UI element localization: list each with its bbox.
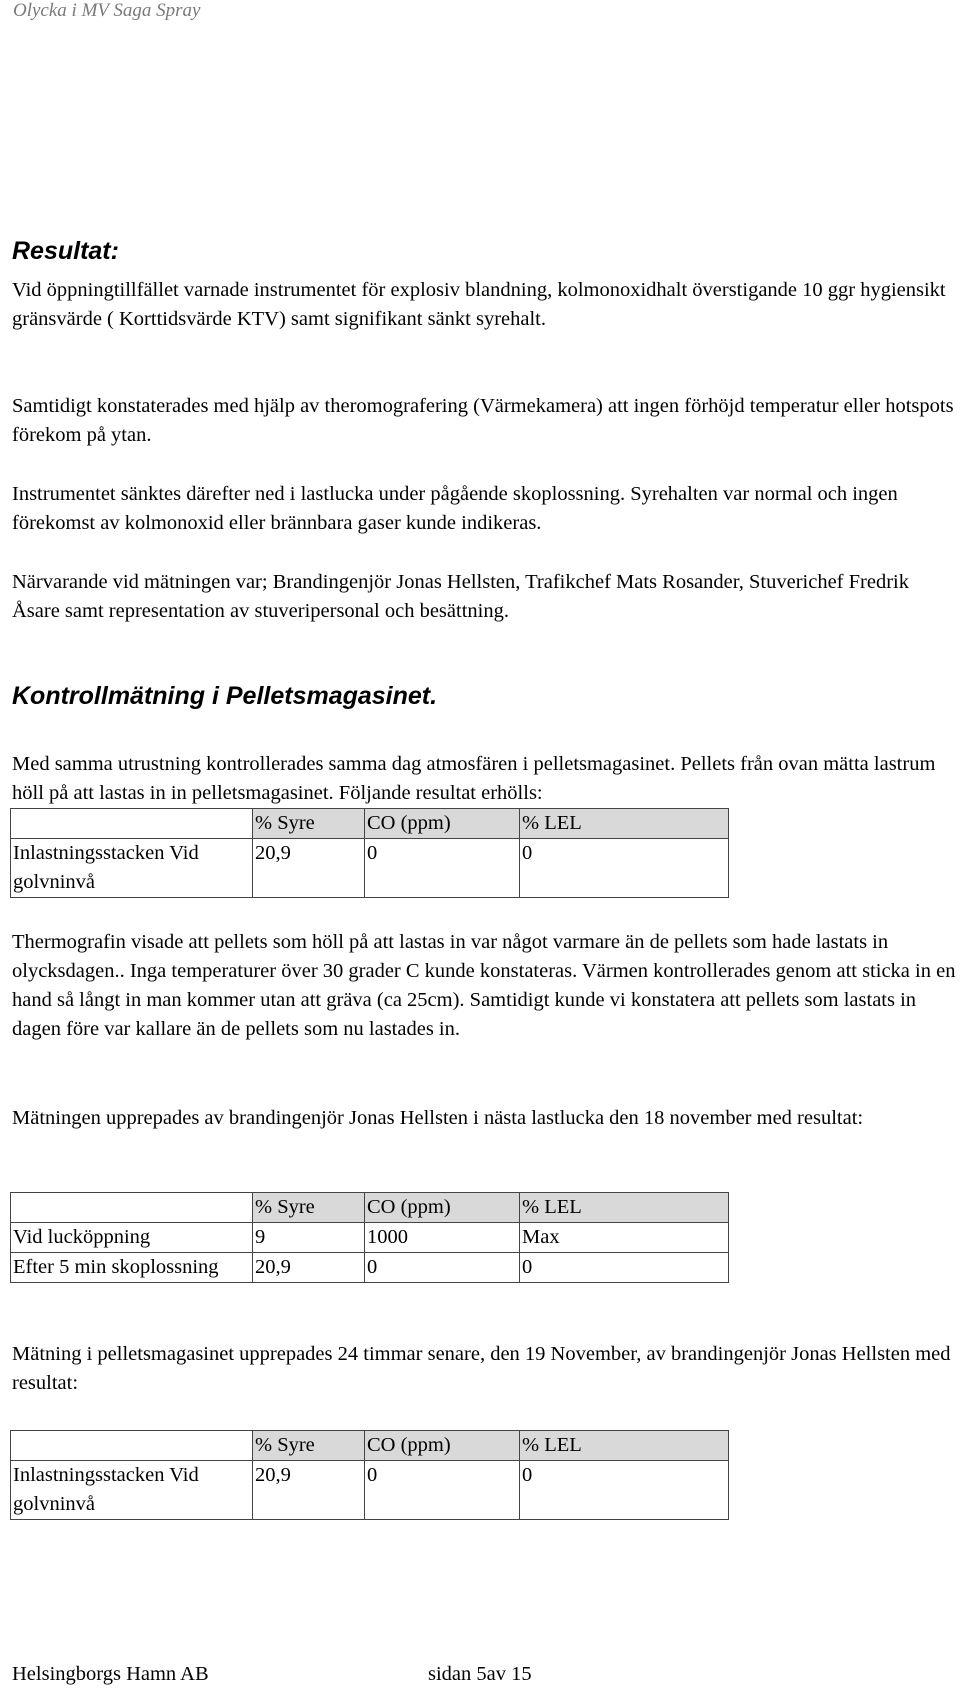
measurement-table-1 (10, 808, 729, 898)
table-row-label: Vid lucköppning (11, 1223, 253, 1253)
table-row (11, 839, 729, 898)
table-cell-syre: 20,9 (253, 839, 365, 898)
table-cell-lel: 0 (520, 1253, 729, 1283)
table-cell-syre: 20,9 (253, 1253, 365, 1283)
table-cell-co: 0 (365, 1461, 520, 1520)
table-row-label: Inlastningsstacken Vid golvninvå (11, 839, 253, 898)
table-cell-syre: 9 (253, 1223, 365, 1253)
footer-page-number: sidan 5av 15 (428, 1663, 532, 1685)
resultat-heading: Resultat: (12, 237, 119, 265)
table-cell-lel: 0 (520, 1461, 729, 1520)
measurement-table-2 (10, 1192, 729, 1283)
paragraph-thermography-pellets: Thermografin visade att pellets som höll på att lastas in var något varmare än de pellets som hade lastats in olycksdagen.. Inga temperaturer över 30 grader C kunde konstateras. Värmen kontrollerades genom att sticka in en hand så långt in man kommer utan att gräva (ca 25cm). Samtidigt kunde vi konstatera att pellets som lastats in dagen före var kallare än de pellets som nu lastades in. (12, 931, 956, 1040)
table-header-row (11, 1193, 729, 1223)
table-row (11, 1253, 729, 1283)
table-cell-lel: 0 (520, 839, 729, 898)
table-cell-co: 0 (365, 839, 520, 898)
table-header-syre: % Syre (253, 1193, 365, 1223)
table-cell-co: 1000 (365, 1223, 520, 1253)
table-header-co: CO (ppm) (365, 1193, 520, 1223)
measurement-table-3 (10, 1430, 729, 1520)
table-row (11, 1461, 729, 1520)
table-header-lel: % LEL (520, 1431, 729, 1461)
paragraph-results-intro: Följande resultat erhölls: (333, 782, 543, 804)
kontroll-heading: Kontrollmätning i Pelletsmagasinet. (12, 682, 438, 710)
table-header-lel: % LEL (520, 809, 729, 839)
paragraph-attendees: Närvarande vid mätningen var; Brandingenjör Jonas Hellsten, Trafikchef Mats Rosander, Stuverichef Fredrik Åsare samt representation av stuveripersonal och besättning. (12, 571, 909, 622)
table-header-row (11, 1431, 729, 1461)
paragraph-thermography: Samtidigt konstaterades med hjälp av theromografering (Värmekamera) att ingen förhöjd temperatur eller hotspots förekom på ytan. (12, 395, 954, 446)
paragraph-pellet-magazine (12, 750, 958, 808)
paragraph-instrument-lowered: Instrumentet sänktes därefter ned i lastlucka under pågående skoplossning. Syrehalten var normal och ingen förekomst av kolmonoxid eller brännbara gaser kunde indikeras. (12, 483, 898, 534)
table-header-syre: % Syre (253, 809, 365, 839)
paragraph-repeat-measurement: Mätningen upprepades av brandingenjör Jonas Hellsten i nästa lastlucka den 18 november med resultat: (12, 1107, 864, 1129)
table-header-syre: % Syre (253, 1431, 365, 1461)
table-header-blank (11, 1193, 253, 1223)
table-header-lel: % LEL (520, 1193, 729, 1223)
table-row-label: Efter 5 min skoplossning (11, 1253, 253, 1283)
table-row-label: Inlastningsstacken Vid golvninvå (11, 1461, 253, 1520)
table-cell-lel: Max (520, 1223, 729, 1253)
paragraph-pellet-magazine-text: Med samma utrustning kontrollerades samma dag atmosfären i pelletsmagasinet. Pellets från ovan mätta lastrum höll på att lastas in in pelletsmagasinet. (12, 753, 936, 804)
table-row (11, 1223, 729, 1253)
footer-company: Helsingborgs Hamn AB (12, 1663, 209, 1685)
table-header-co: CO (ppm) (365, 809, 520, 839)
table-cell-syre: 20,9 (253, 1461, 365, 1520)
document-header-title: Olycka i MV Saga Spray (13, 0, 201, 21)
table-header-blank (11, 809, 253, 839)
table-cell-co: 0 (365, 1253, 520, 1283)
paragraph-measurement-opening: Vid öppningtillfället varnade instrumentet för explosiv blandning, kolmonoxidhalt överstigande 10 ggr hygiensikt gränsvärde ( Korttidsvärde KTV) samt signifikant sänkt syrehalt. (12, 279, 946, 330)
table-header-co: CO (ppm) (365, 1431, 520, 1461)
paragraph-repeat-24h: Mätning i pelletsmagasinet upprepades 24 timmar senare, den 19 November, av brandingenjör Jonas Hellsten med resultat: (12, 1343, 951, 1394)
table-header-row (11, 809, 729, 839)
table-header-blank (11, 1431, 253, 1461)
